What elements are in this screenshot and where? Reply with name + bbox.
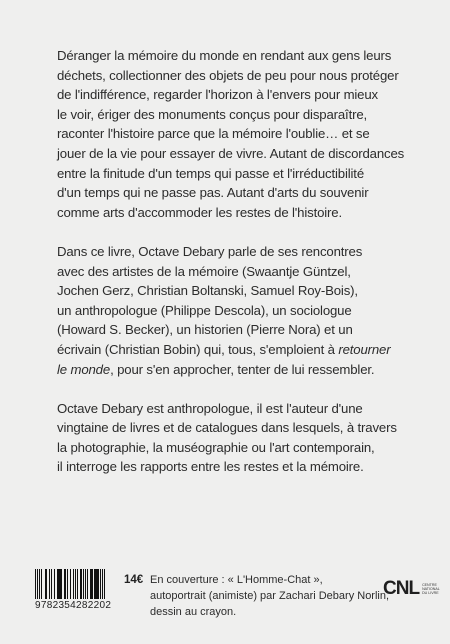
paragraph-intro: Déranger la mémoire du monde en rendant aux gens leurs déchets, collectionner des objets de peu pour nous protéger de l'indifférence, regarder l'horizon à l'envers pour mieux le voir, ériger des monuments conçus pour disparaître, raconter l'histoire parce que la mémoire l'oublie… et se jouer de la vie pour essayer de vivre. Autant de discordances entre la finitude d'un temps qui passe et l'irréductibilité d'un temps qui ne passe pas. Autant d'arts du souvenir comme arts d'accommoder les restes de l'histoire.: [57, 48, 405, 220]
cover-credit-line: En couverture : « L'Homme-Chat »,: [150, 574, 323, 586]
barcode-bar: [104, 569, 105, 599]
isbn-number: 9782354282202: [35, 600, 112, 611]
barcode: [35, 569, 121, 599]
cnl-logo-mark: CNL: [383, 578, 420, 599]
italic-phrase: le monde: [57, 361, 111, 377]
cover-credit-line: autoportrait (animiste) par Zachari Debary Norlin,: [150, 590, 390, 602]
cover-credit: [150, 572, 390, 620]
cover-credit-line: dessin au crayon.: [150, 606, 237, 618]
back-cover-text: [57, 46, 407, 497]
barcode-block: [35, 569, 121, 611]
price: 14€: [124, 574, 144, 586]
cnl-logo: [383, 578, 446, 600]
italic-phrase: retourner: [338, 341, 391, 357]
paragraph-encounters: Dans ce livre, Octave Debary parle de ses rencontres avec des artistes de la mémoire (Swaantje Güntzel, Jochen Gerz, Christian Boltanski, Samuel Roy-Bois), un anthropologue (Philippe Descola), un sociologue (Howard S. Becker), un historien (Pierre Nora) et un écrivain (Christian Bobin) qui, tous, s'emploient à retourner le monde, pour s'en approcher, tenter de lui ressembler.: [57, 243, 391, 377]
cnl-logo-subtitle: CENTRE NATIONAL DU LIVRE: [422, 582, 440, 596]
paragraph-author-bio: Octave Debary est anthropologue, il est l'auteur d'une vingtaine de livres et de catalogues dans lesquels, à travers la photographie, la muséographie ou l'art contemporain, il interroge les rapports entre les restes et la mémoire.: [57, 400, 397, 475]
